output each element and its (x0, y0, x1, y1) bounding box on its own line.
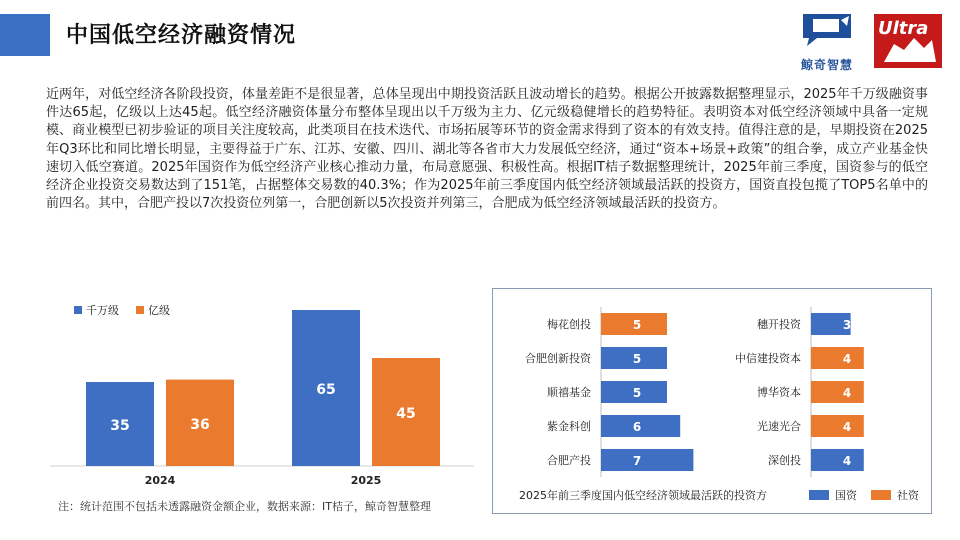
investor-bar (811, 381, 864, 403)
investor-name-label: 博华资本 (757, 386, 801, 399)
investor-value-label: 5 (632, 386, 642, 400)
bar-value-label: 36 (190, 416, 210, 433)
legend-item-qianwan (74, 302, 119, 318)
ultra-logo (870, 10, 946, 74)
category-label: 2024 (144, 474, 176, 487)
legend-item-guozi (809, 487, 857, 503)
investor-bar (811, 449, 864, 471)
top-investors-panel (492, 288, 932, 514)
category-label: 2025 (350, 474, 382, 487)
investor-name-label: 合肥创新投资 (525, 352, 591, 365)
investor-name-label: 顺禧基金 (547, 386, 591, 399)
investor-value-label: 5 (632, 318, 642, 332)
page-title: 中国低空经济融资情况 (66, 23, 297, 48)
investor-name-label: 深创投 (768, 454, 801, 467)
logo2-text: Ultra (878, 18, 929, 39)
legend-label-shezi: 社资 (897, 489, 919, 502)
whale-logo-icon (797, 10, 857, 50)
logo-text: 鲸奇智慧 (800, 58, 853, 72)
legend-swatch-blue (74, 306, 82, 314)
investor-value-label: 6 (632, 420, 642, 434)
investor-bar (811, 347, 864, 369)
legend-item-shezi (871, 487, 919, 503)
investor-bar (811, 415, 864, 437)
jingqi-logo (792, 10, 862, 76)
investor-value-label: 4 (842, 454, 852, 468)
investor-value-label: 4 (842, 420, 852, 434)
footnote: 注：统计范围不包括未透露融资金额企业，数据来源：IT桔子，鲸奇智慧整理 (58, 500, 431, 513)
investor-name-label: 穗开投资 (757, 318, 801, 331)
investor-value-label: 5 (632, 352, 642, 366)
investor-value-label: 4 (842, 352, 852, 366)
financing-size-chart (44, 286, 480, 516)
legend-swatch-shezi (871, 490, 891, 500)
legend-swatch-orange (136, 306, 144, 314)
financing-size-chart-svg (44, 286, 480, 516)
investor-name-label: 梅花创投 (547, 318, 591, 331)
bar-value-label: 45 (396, 406, 416, 422)
bar-value-label: 35 (110, 418, 130, 434)
legend-label-guozi: 国资 (835, 489, 857, 502)
body-paragraph: 近两年，对低空经济各阶段投资，体量差距不是很显著，总体呈现出中期投资活跃且波动增长的趋势。根据公开披露数据整理显示，2025年千万级融资事件达65起，亿级以上达45起。低空经济融资体量分布整体呈现出以千万级为主力、亿元级稳健增长的趋势特征。表明资本对低空经济领域中具备一定规模、商业模型已初步验证的项目关注度较高，此类项目在技术迭代、市场拓展等环节的资金需求得到了资本的有效支持。值得注意的是，早期投资在2025年Q3环比和同比增长明显，主要得益于广东、江苏、安徽、四川、湖北等各省市大力发展低空经济，通过“资本+场景+政策”的组合拳，成立产业基金快速切入低空赛道。2025年国资作为低空经济产业核心推动力量，布局意愿强、积极性高。根据IT桔子数据整理统计，2025年前三季度，国资参与的低空经济企业投资交易数达到了151笔，占据整体交易数的40.3%；作为2025年前三季度国内低空经济领域最活跃的投资方，国资直投包揽了TOP5名单中的前四名。其中，合肥产投以7次投资位列第一，合肥创新以5次投资并列第三，合肥成为低空经济领域最活跃的投资方。 (46, 87, 928, 212)
investor-bar (601, 449, 693, 471)
investor-name-label: 合肥产投 (547, 454, 591, 467)
legend-item-yi (136, 302, 170, 318)
investor-name-label: 中信建投资本 (735, 352, 801, 365)
investor-value-label: 7 (632, 454, 642, 468)
legend-label-yi: 亿级 (148, 304, 170, 317)
title-accent-bar (0, 14, 50, 56)
legend-swatch-guozi (809, 490, 829, 500)
investor-name-label: 紫金科创 (547, 420, 591, 433)
top-investors-chart-svg (493, 289, 933, 485)
top-investors-caption: 2025年前三季度国内低空经济领域最活跃的投资方 (519, 489, 767, 502)
investor-value-label: 4 (842, 386, 852, 400)
bar-value-label: 65 (316, 382, 336, 398)
investor-name-label: 光速光合 (757, 420, 801, 433)
legend-label-qianwan: 千万级 (86, 304, 119, 317)
investor-value-label: 3 (842, 318, 852, 332)
